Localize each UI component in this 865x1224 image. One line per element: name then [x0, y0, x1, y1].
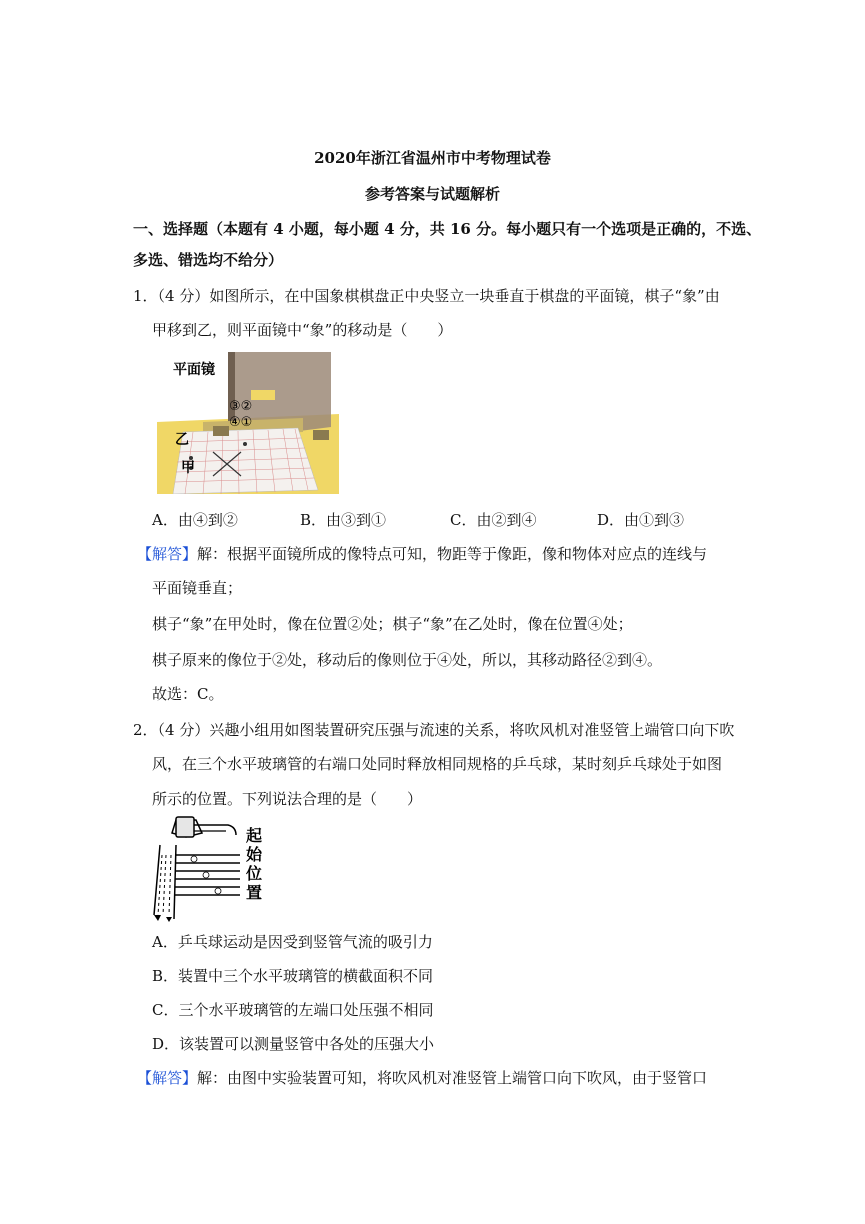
label-jia: 甲: [181, 460, 195, 476]
label-char-3: 位: [246, 864, 263, 883]
q1-option-a: A．由④到②: [152, 511, 238, 529]
q1-option-c: C．由②到④: [450, 511, 537, 529]
chessboard-mirror-illustration: [153, 352, 343, 494]
q2-option-b: B．装置中三个水平玻璃管的横截面积不同: [152, 967, 434, 985]
q2-figure-blower-tubes: [150, 815, 270, 923]
answer-tag: 【解答】: [137, 545, 198, 563]
q2-option-d: D．该装置可以测量竖管中各处的压强大小: [152, 1035, 435, 1053]
marks-bottom: ④①: [229, 415, 253, 430]
q1-answer-line5: 故选：C。: [152, 685, 224, 703]
q2-stem-line3: 所示的位置。下列说法合理的是（ ）: [152, 790, 423, 808]
label-char-1: 起: [246, 826, 263, 845]
q1-option-b: B．由③到①: [300, 511, 387, 529]
q1-answer-line1: [137, 544, 707, 564]
label-char-4: 置: [246, 883, 263, 902]
blower-tube-illustration: [150, 815, 270, 923]
section-heading-line1: 一、选择题（本题有 4 小题，每小题 4 分，共 16 分。每小题只有一个选项是正确的，不选、: [133, 220, 762, 238]
q2-stem-line1: 2．（4 分）兴趣小组用如图装置研究压强与流速的关系，将吹风机对准竖管上端管口向下吹: [133, 721, 735, 739]
answer-tag: 【解答】: [137, 1069, 198, 1087]
q1-answer-line3: 棋子“象”在甲处时，像在位置②处；棋子“象”在乙处时，像在位置④处；: [152, 615, 633, 633]
answer-text: 解：根据平面镜所成的像特点可知，物距等于像距，像和物体对应点的连线与: [197, 545, 708, 563]
q1-option-d: D．由①到③: [597, 511, 685, 529]
q2-option-c: C．三个水平玻璃管的左端口处压强不相同: [152, 1001, 434, 1019]
section-heading-line2: 多选、错选均不给分）: [133, 251, 284, 269]
q1-answer-line4: 棋子原来的像位于②处，移动后的像则位于④处，所以，其移动路径②到④。: [152, 651, 663, 669]
q1-figure-chessboard-mirror: [153, 352, 343, 494]
answer-text: 解：由图中实验装置可知，将吹风机对准竖管上端管口向下吹风，由于竖管口: [197, 1069, 708, 1087]
page-subtitle: 参考答案与试题解析: [364, 185, 500, 203]
page-title: 2020年浙江省温州市中考物理试卷: [314, 149, 551, 167]
q2-option-a: A．乒乓球运动是因受到竖管气流的吸引力: [152, 933, 433, 951]
mirror-label: 平面镜: [173, 362, 215, 378]
q2-stem-line2: 风，在三个水平玻璃管的右端口处同时释放相同规格的乒乓球，某时刻乒乓球处于如图: [152, 755, 723, 773]
q2-answer-line1: [137, 1068, 707, 1088]
q1-stem-line1: 1．（4 分）如图所示，在中国象棋棋盘正中央竖立一块垂直于棋盘的平面镜，棋子“象”由: [133, 287, 720, 305]
label-char-2: 始: [246, 845, 263, 864]
q1-answer-line2: 平面镜垂直；: [152, 579, 243, 597]
marks-top: ③②: [229, 399, 253, 414]
q1-stem-line2: 甲移到乙，则平面镜中“象”的移动是（ ）: [152, 321, 453, 339]
label-yi: 乙: [175, 432, 189, 448]
